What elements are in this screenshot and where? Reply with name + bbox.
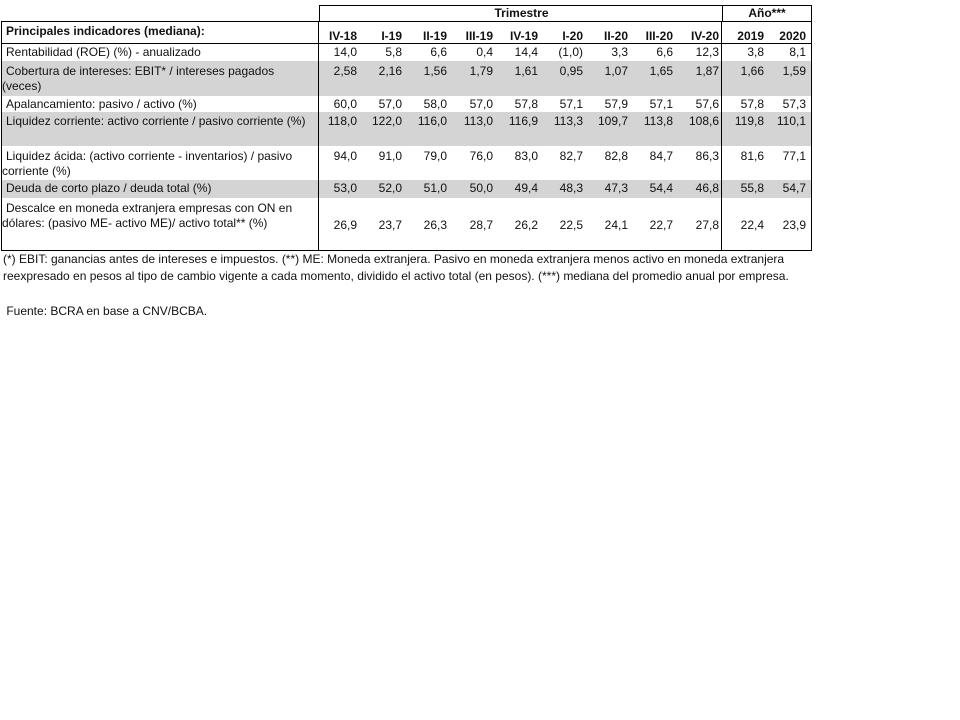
cell: 83,0: [514, 149, 538, 163]
cell: 53,0: [333, 181, 357, 195]
cell: (1,0): [558, 45, 583, 59]
cell: 57,9: [604, 97, 628, 111]
column-header-row: [2, 22, 811, 44]
cell: 1,07: [604, 64, 628, 78]
cell: 57,6: [695, 97, 719, 111]
cell: 91,0: [378, 149, 402, 163]
cell: 116,9: [508, 114, 538, 128]
cell: 22,7: [649, 218, 673, 232]
column-header: I-19: [381, 29, 402, 43]
cell: 57,1: [649, 97, 673, 111]
column-header: IV-20: [690, 29, 719, 43]
row-label: Liquidez corriente: activo corriente / pasivo corriente (%): [2, 112, 319, 146]
column-header: II-19: [422, 29, 447, 43]
label-column-header: Principales indicadores (mediana):: [2, 22, 319, 43]
cell: 94,0: [333, 149, 357, 163]
cell: 27,8: [695, 218, 719, 232]
row-label-line2: dólares: (pasivo ME- activo ME)/ activo total** (%): [2, 216, 268, 230]
cell: 113,3: [553, 114, 583, 128]
cell: 23,9: [782, 218, 806, 232]
cell: 26,2: [514, 218, 538, 232]
cell: 26,3: [423, 218, 447, 232]
column-header: 2020: [779, 29, 806, 43]
cell: 48,3: [559, 181, 583, 195]
cell: 57,0: [378, 97, 402, 111]
cell: 5,8: [385, 45, 402, 59]
cell: 1,66: [721, 61, 766, 96]
cell: 54,7: [782, 181, 806, 195]
cell: 2,16: [378, 64, 402, 78]
cell: 54,4: [649, 181, 673, 195]
cell: 57,8: [514, 97, 538, 111]
column-header: IV-18: [328, 29, 357, 43]
cell: 3,3: [611, 45, 628, 59]
cell: 22,4: [721, 198, 766, 250]
table-grid: [1, 21, 812, 251]
table-row: [2, 96, 811, 112]
row-label: Rentabilidad (ROE) (%) - anualizado: [2, 44, 319, 61]
cell: 6,6: [430, 45, 447, 59]
cell: 86,3: [695, 149, 719, 163]
cell: 51,0: [423, 181, 447, 195]
cell: 24,1: [604, 218, 628, 232]
row-label-line2: corriente (%): [2, 164, 71, 178]
table-row: [2, 146, 811, 180]
cell: 113,8: [643, 114, 673, 128]
cell: 8,1: [789, 45, 806, 59]
cell: 109,7: [597, 114, 628, 128]
cell: 118,0: [327, 114, 357, 128]
cell: 23,7: [378, 218, 402, 232]
cell: 1,59: [782, 64, 806, 78]
cell: 1,87: [695, 64, 719, 78]
row-label: [2, 146, 319, 180]
cell: 110,1: [776, 114, 806, 128]
cell: 55,8: [721, 180, 766, 198]
cell: 57,1: [559, 97, 583, 111]
cell: 50,0: [469, 181, 493, 195]
row-label: Deuda de corto plazo / deuda total (%): [2, 180, 319, 198]
cell: 122,0: [371, 114, 402, 128]
cell: 28,7: [469, 218, 493, 232]
row-label: [2, 198, 319, 250]
cell: 82,7: [559, 149, 583, 163]
cell: 1,65: [649, 64, 673, 78]
cell: 2,58: [333, 64, 357, 78]
cell: 119,8: [721, 112, 766, 146]
table-row: [2, 112, 811, 146]
cell: 26,9: [333, 218, 357, 232]
cell: 108,6: [688, 114, 719, 128]
footnote-line-1: (*) EBIT: ganancias antes de intereses e impuestos. (**) ME: Moneda extranjera. Pasivo en moneda extranjera menos activo en moneda extranjera: [3, 252, 785, 266]
column-header: III-19: [465, 29, 493, 43]
cell: 6,6: [656, 45, 673, 59]
cell: 0,95: [559, 64, 583, 78]
table-row: [2, 198, 811, 250]
table-row: [2, 180, 811, 198]
column-header: I-20: [562, 29, 583, 43]
column-header: 2019: [721, 22, 766, 43]
cell: 46,8: [695, 181, 719, 195]
cell: 47,3: [604, 181, 628, 195]
cell: 57,3: [782, 97, 806, 111]
cell: 57,0: [469, 97, 493, 111]
cell: 84,7: [649, 149, 673, 163]
cell: 77,1: [782, 149, 806, 163]
cell: 1,79: [469, 64, 493, 78]
cell: 3,8: [721, 44, 766, 61]
cell: 1,56: [423, 64, 447, 78]
cell: 49,4: [514, 181, 538, 195]
quarterly-group-label: Trimestre: [494, 6, 549, 20]
cell: 82,8: [604, 149, 628, 163]
column-header: III-20: [645, 29, 673, 43]
table-row: [2, 44, 811, 61]
row-label: [2, 61, 319, 96]
footnote-line-2: reexpresado en pesos al tipo de cambio vigente a cada momento, dividido el activo total (en pesos). (***) mediana del promedio anual por empresa.: [3, 269, 789, 283]
cell: 14,0: [333, 45, 357, 59]
source-note: Fuente: BCRA en base a CNV/BCBA.: [3, 304, 208, 318]
cell: 76,0: [469, 149, 493, 163]
cell: 57,8: [721, 96, 766, 112]
table-row: [2, 61, 811, 96]
row-label-line2: (veces): [2, 79, 42, 93]
cell: 116,0: [417, 114, 447, 128]
cell: 79,0: [423, 149, 447, 163]
cell: 1,61: [514, 64, 538, 78]
cell: 113,0: [463, 114, 493, 128]
column-header: II-20: [603, 29, 628, 43]
cell: 22,5: [559, 218, 583, 232]
cell: 12,3: [695, 45, 719, 59]
column-header: IV-19: [509, 29, 538, 43]
cell: 14,4: [514, 45, 538, 59]
row-label-line1: Liquidez ácida: (activo corriente - inventarios) / pasivo: [6, 149, 293, 163]
row-label: Apalancamiento: pasivo / activo (%): [2, 96, 319, 112]
cell: 52,0: [378, 181, 402, 195]
annual-group-label: Año***: [748, 6, 786, 20]
row-label-line1: Cobertura de intereses: EBIT* / intereses pagados: [6, 64, 275, 78]
cell: 58,0: [423, 97, 447, 111]
cell: 81,6: [721, 146, 766, 180]
cell: 0,4: [476, 45, 493, 59]
cell: 60,0: [333, 97, 357, 111]
row-label-line1: Descalce en moneda extranjera empresas con ON en: [6, 201, 293, 215]
